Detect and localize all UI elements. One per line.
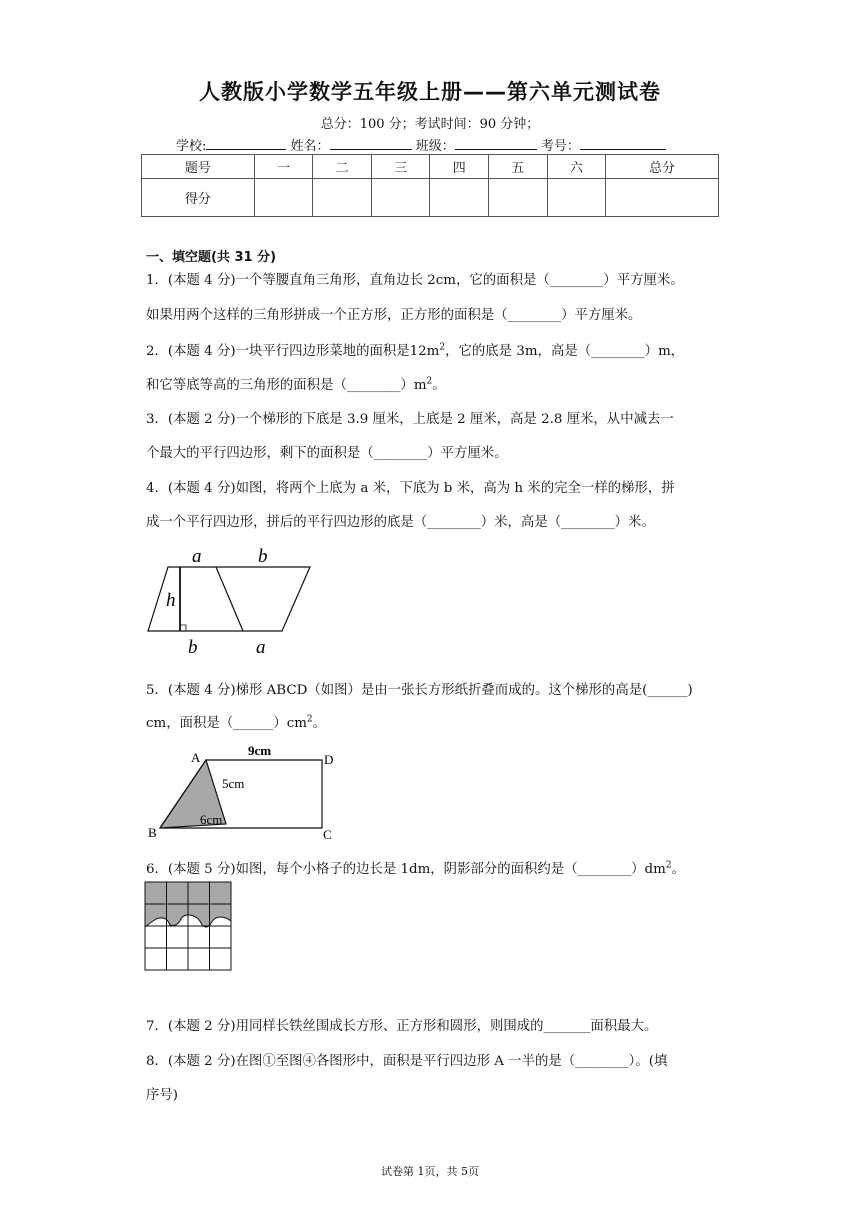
exam-title: 人教版小学数学五年级上册——第六单元测试卷 (199, 80, 661, 104)
question-7-line-1: 7．(本题 2 分)用同样长铁丝围成长方形、正方形和圆形，则围成的_______面积最大。 (146, 1019, 658, 1034)
question-3-line-2: 个最大的平行四边形，剩下的面积是（________）平方厘米。 (146, 446, 508, 461)
student-info-line (176, 135, 666, 154)
label-fold-length: 5cm (222, 776, 245, 791)
score-header-cell: 五 (489, 155, 548, 179)
q6-unit-exponent: 2 (665, 860, 672, 871)
label-bottom-a: a (256, 637, 266, 658)
question-4-line-2: 成一个平行四边形，拼后的平行四边形的底是（________）米，高是（________）米。 (146, 515, 655, 530)
figure-q6-grid (144, 881, 234, 973)
q5-unit: cm (286, 716, 307, 731)
label-bottom-b: b (188, 637, 198, 658)
question-5-line-1: 5．(本题 4 分)梯形 ABCD（如图）是由一张长方形纸折叠而成的。这个梯形的高是(______) (146, 683, 693, 698)
question-8-line-1: 8．(本题 2 分)在图①至图④各图形中，面积是平行四边形 A 一半的是（________）。(填 (146, 1054, 668, 1069)
score-row-label: 得分 (142, 179, 255, 217)
question-4-line-1: 4．(本题 4 分)如图，将两个上底为 a 米，下底为 b 米，高为 h 米的完全一样的梯形，拼 (146, 481, 675, 496)
question-8-line-2: 序号) (146, 1088, 179, 1103)
score-header-cell: 六 (547, 155, 606, 179)
label-height-h: h (166, 590, 176, 611)
score-table (141, 154, 719, 217)
label-base-length: 6cm (200, 812, 223, 827)
q2-text-line2-c: 。 (432, 378, 446, 393)
question-1-line-1: 1．(本题 4 分)一个等腰直角三角形，直角边长 2cm，它的面积是（________）平方厘米。 (146, 273, 684, 288)
trapezoid-divider (216, 567, 243, 631)
label-top-a: a (192, 546, 202, 567)
score-header-cell: 题号 (142, 155, 255, 179)
vertex-label-b: B (148, 825, 157, 840)
score-cell[interactable] (371, 179, 430, 217)
score-header-cell: 三 (371, 155, 430, 179)
vertex-label-a: A (191, 750, 201, 765)
q5-text-c: 。 (312, 716, 327, 731)
name-label: 姓名： (290, 139, 330, 154)
score-header-cell: 四 (430, 155, 489, 179)
q2-area-value: 12m (409, 344, 440, 359)
score-cell[interactable] (489, 179, 548, 217)
score-header-cell: 二 (313, 155, 372, 179)
q5-unit-exponent: 2 (306, 714, 313, 725)
question-1-line-2: 如果用两个这样的三角形拼成一个正方形，正方形的面积是（________）平方厘米。 (146, 308, 642, 323)
exam-subtitle: 总分：100 分；考试时间：90 分钟； (320, 117, 540, 132)
q5-text-a: cm，面积是（______） (146, 716, 287, 731)
question-6-line-1 (146, 858, 685, 877)
score-header-cell: 一 (254, 155, 313, 179)
vertex-label-d: D (324, 752, 334, 767)
class-label: 班级： (415, 139, 455, 154)
vertex-label-c: C (323, 827, 332, 842)
score-header-row (142, 155, 719, 179)
exam-no-blank[interactable] (580, 137, 666, 150)
label-top-b: b (258, 546, 268, 567)
figure-q5-folded-trapezoid (140, 740, 350, 845)
exam-no-label: 考号： (540, 139, 580, 154)
score-cell[interactable] (430, 179, 489, 217)
q2-text-line2-a: 和它等底等高的三角形的面积是（________） (146, 378, 414, 393)
question-3-line-1: 3．(本题 2 分)一个梯形的下底是 3.9 厘米，上底是 2 厘米，高是 2.8 厘米，从中减去一 (146, 412, 674, 427)
question-2-line-1 (146, 340, 684, 359)
figure-q4-parallelogram (140, 540, 330, 660)
school-blank[interactable] (206, 137, 286, 150)
score-cell[interactable] (606, 179, 719, 217)
label-top-length: 9cm (248, 743, 272, 758)
q2-unit-exponent: 2 (426, 376, 433, 387)
q6-text-a: 6．(本题 5 分)如图，每个小格子的边长是 1dm，阴影部分的面积约是（________）dm (146, 862, 666, 877)
class-blank[interactable] (455, 137, 537, 150)
q6-text-b: 。 (671, 862, 685, 877)
score-header-cell: 总分 (606, 155, 719, 179)
page-footer: 试卷第 1页，共 5页 (381, 1165, 479, 1178)
name-blank[interactable] (330, 137, 412, 150)
q2-area-exponent: 2 (439, 342, 446, 353)
q2-unit: m (413, 378, 427, 393)
score-cell[interactable] (313, 179, 372, 217)
q2-text-a: 2．(本题 4 分)一块平行四边形菜地的面积是 (146, 344, 410, 359)
score-cell[interactable] (547, 179, 606, 217)
q2-text-c: ，它的底是 3m，高是（________）m， (445, 344, 685, 359)
score-cell[interactable] (254, 179, 313, 217)
score-row (142, 179, 719, 217)
school-label: 学校: (176, 139, 207, 154)
question-5-line-2 (146, 712, 326, 731)
question-2-line-2 (146, 374, 446, 393)
section-1-title: 一、填空题(共 31 分) (146, 250, 277, 265)
